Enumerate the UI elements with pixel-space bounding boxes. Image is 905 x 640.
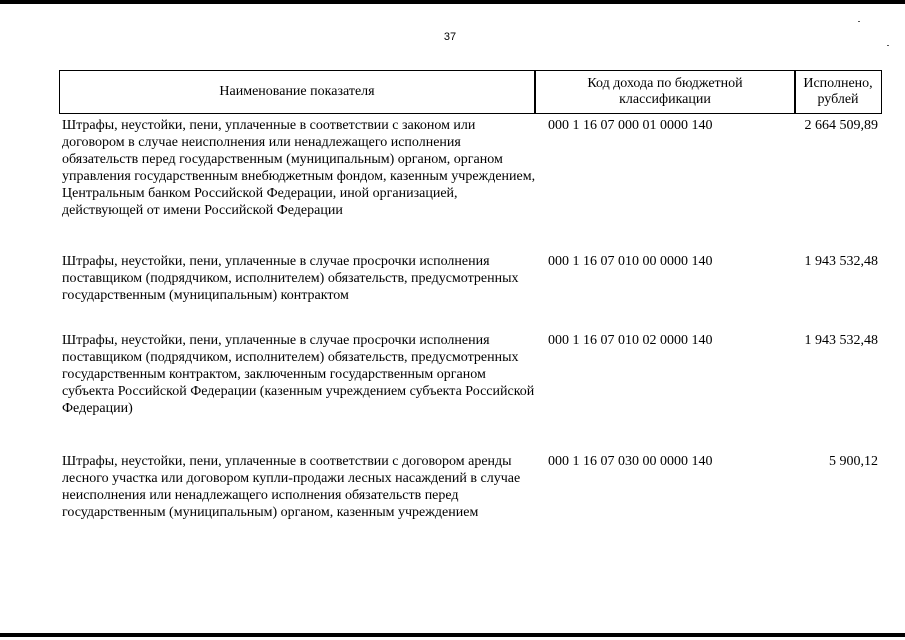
table-header bbox=[59, 70, 882, 114]
page-number: 37 bbox=[443, 31, 457, 43]
bottom-border-rule bbox=[0, 633, 905, 637]
header-code: Код дохода по бюджетной классификации bbox=[587, 76, 743, 107]
row-amount: 2 664 509,89 bbox=[804, 118, 878, 133]
scan-speck bbox=[887, 45, 889, 46]
scan-speck bbox=[858, 21, 860, 22]
row-code: 000 1 16 07 010 02 0000 140 bbox=[548, 333, 713, 348]
row-name: Штрафы, неустойки, пени, уплаченные в случае просрочки исполнения поставщиком (подрядчиком, исполнителем) обязательств, предусмотренных государственным (муниципальным) контрактом bbox=[62, 254, 519, 303]
row-code: 000 1 16 07 030 00 0000 140 bbox=[548, 454, 713, 469]
row-name: Штрафы, неустойки, пени, уплаченные в случае просрочки исполнения поставщиком (подрядчиком, исполнителем) обязательств, предусмотренных государственным контрактом, заключенным государственным органом субъекта Российской Федерации (казенным учреждением субъекта Российской Федерации) bbox=[62, 333, 535, 416]
row-name: Штрафы, неустойки, пени, уплаченные в соответствии с договором аренды лесного участка или договором купли-продажи лесных насаждений в случае неисполнения или ненадлежащего исполнения обязательств перед государственным (муниципальным) органом, казенным учреждением bbox=[62, 454, 521, 520]
row-amount: 5 900,12 bbox=[829, 454, 878, 469]
row-amount: 1 943 532,48 bbox=[804, 333, 878, 348]
header-amount: Исполнено, рублей bbox=[803, 76, 873, 107]
row-code: 000 1 16 07 000 01 0000 140 bbox=[548, 118, 713, 133]
row-amount: 1 943 532,48 bbox=[804, 254, 878, 269]
top-border-rule bbox=[0, 0, 905, 4]
header-name: Наименование показателя bbox=[219, 84, 375, 99]
row-code: 000 1 16 07 010 00 0000 140 bbox=[548, 254, 713, 269]
row-name: Штрафы, неустойки, пени, уплаченные в соответствии с законом или договором в случае неисполнения или ненадлежащего исполнения обязательств перед государственным (муниципальным) органом, органом управления государственным внебюджетным фондом, казенным учреждением, Центральным банком Российской Федерации, иной организацией, действующей от имени Российской Федерации bbox=[62, 118, 536, 218]
